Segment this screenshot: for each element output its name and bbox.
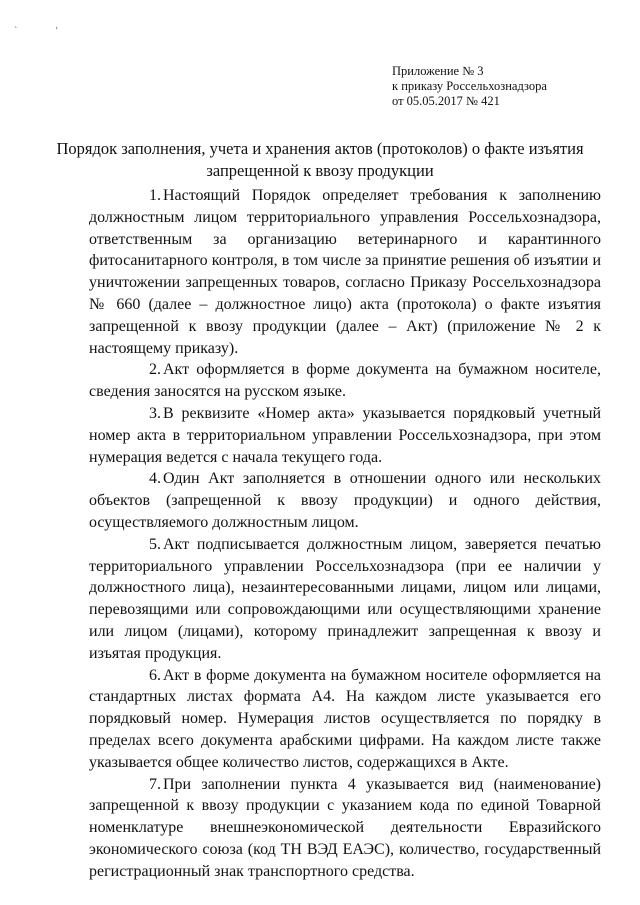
paragraph-number: 1. bbox=[149, 187, 161, 204]
paragraph-number: 2. bbox=[149, 361, 161, 379]
title-line-2: запрещенной к ввозу продукции bbox=[206, 161, 434, 180]
annex-header bbox=[392, 64, 547, 109]
document-title bbox=[40, 138, 600, 182]
title-line-1: Порядок заполнения, учета и хранения актов (протоколов) о факте изъятия bbox=[56, 139, 584, 158]
paragraph-7 bbox=[89, 774, 601, 883]
paragraph-3 bbox=[89, 403, 601, 468]
paragraph-number: 5. bbox=[149, 535, 161, 553]
paragraph-text: Акт оформляется в форме документа на бумажном носителе, сведения заносятся на русском языке. bbox=[89, 361, 601, 401]
paragraph-number: 6. bbox=[149, 666, 161, 684]
paragraph-5 bbox=[89, 534, 601, 665]
paragraph-text: В реквизите «Номер акта» указывается порядковый учетный номер акта в территориальном управлении Россельхознадзора, при этом нумерация ведется с начала текущего года. bbox=[89, 404, 601, 466]
paragraph-text: Акт подписывается должностным лицом, заверяется печатью территориального управлении Россельхознадзора (при ее наличии у должностного лица), незаинтересованными лицами, лицом или лицами, перевозящими или сопровождающими или осуществляющими хранение или лицом (лицами), которому принадлежит запрещенная к ввозу и изъятая продукция. bbox=[89, 535, 601, 662]
paragraph-text: Один Акт заполняется в отношении одного или нескольких объектов (запрещенной к ввозу продукции) и одного действия, осуществляемого должностным лицом. bbox=[89, 470, 601, 531]
paragraph-number: 3. bbox=[149, 404, 161, 422]
scan-specks: ` ' bbox=[14, 26, 76, 37]
annex-number: Приложение № 3 bbox=[392, 64, 484, 78]
paragraph-4 bbox=[89, 468, 601, 533]
annex-order-ref: к приказу Россельхознадзора bbox=[392, 79, 547, 93]
paragraph-1 bbox=[89, 185, 601, 359]
paragraph-number: 7. bbox=[149, 775, 161, 793]
paragraph-number: 4. bbox=[149, 470, 161, 488]
paragraph-text: Акт в форме документа на бумажном носителе оформляется на стандартных листах формата А4. На каждом листе указывается его порядковый номер. Нумерация листов осуществляется по порядку в пределах всего документа арабскими цифрами. На каждом листе также указывается общее количество листов, содержащихся в Акте. bbox=[89, 666, 601, 771]
paragraph-2 bbox=[89, 359, 601, 403]
paragraph-text: Настоящий Порядок определяет требования к заполнению должностным лицом территориального управления Россельхознадзора, ответственным за организацию ветеринарного и карантинного фитосанитарного контроля, в том числе за принятие решения об изъятии и уничтожении запрещенных товаров, согласно Приказу Россельхознадзора № 660 (далее – должностное лицо) акта (протокола) о факте изъятия запрещенной к ввозу продукции (далее – Акт) (приложение № 2 к настоящему приказу). bbox=[89, 187, 601, 357]
paragraph-text: При заполнении пункта 4 указывается вид (наименование) запрещенной к ввозу продукции с указанием кода по единой Товарной номенклатуре внешнеэкономической деятельности Евразийского экономического союза (код ТН ВЭД ЕАЭС), количество, государственный регистрационный знак транспортного средства. bbox=[89, 775, 601, 880]
document-body bbox=[89, 185, 601, 883]
annex-date: от 05.05.2017 № 421 bbox=[392, 94, 500, 108]
paragraph-6 bbox=[89, 665, 601, 774]
